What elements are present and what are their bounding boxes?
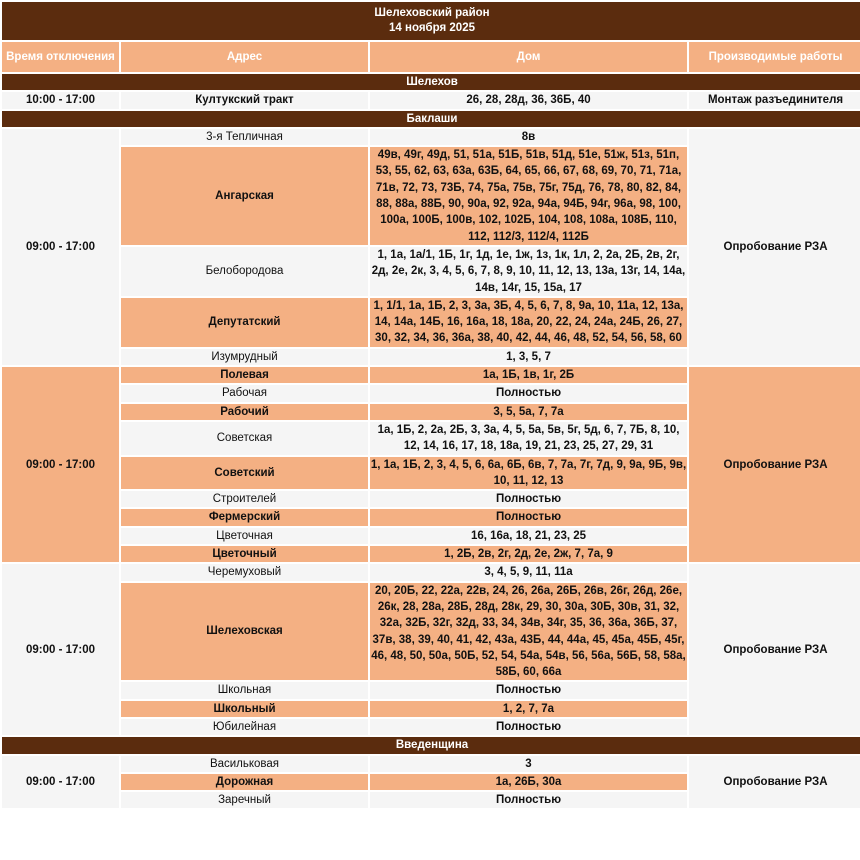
house-cell: 16, 16а, 18, 21, 23, 25 [370, 528, 687, 544]
street-cell: Цветочный [121, 546, 368, 562]
house-cell: 49в, 49г, 49д, 51, 51а, 51Б, 51в, 51д, 51е, 51ж, 51з, 51п, 53, 55, 62, 63, 63а, 63Б, 64, 65, 66, 67, 68, 69, 70, 71, 71а, 71в, 72, 73, 73Б, 74, 75а, 75в, 75г, 75д, 76, 78, 80, 82, 84, 88, 88а, 88Б, 90, 90а, 92, 92а, 94а, 94Б, 94г, 96а, 98, 100, 100а, 100Б, 100в, 102, 102Б, 104, 108, 108а, 108Б, 110, 112, 112/3, 112/4, 112Б [370, 147, 687, 245]
street-cell: 3-я Тепличная [121, 129, 368, 145]
house-cell: 20, 20Б, 22, 22а, 22в, 24, 26, 26а, 26Б, 26в, 26г, 26д, 26е, 26к, 28, 28а, 28Б, 28д, 28к, 29, 30, 30а, 30Б, 30в, 31, 32, 32а, 32Б, 32г, 32д, 33, 34, 34в, 34г, 35, 36, 36а, 36Б, 37, 37в, 38, 39, 40, 41, 42, 43а, 43Б, 44, 44а, 45, 45а, 45Б, 45г, 46, 48, 50, 50а, 50Б, 52, 54, 54а, 54в, 56, 56а, 56Б, 58, 58а, 58Б, 60, 66а [370, 583, 687, 681]
street-cell: Ангарская [121, 147, 368, 245]
table-title [2, 2, 860, 40]
street-cell: Цветочная [121, 528, 368, 544]
time-cell: 09:00 - 17:00 [2, 756, 119, 809]
time-cell: 09:00 - 17:00 [2, 564, 119, 735]
house-cell: 1, 2Б, 2в, 2г, 2д, 2е, 2ж, 7, 7а, 9 [370, 546, 687, 562]
table-row [2, 564, 860, 580]
header-time: Время отключения [2, 42, 119, 72]
table-row [2, 367, 860, 383]
section-row [2, 74, 860, 90]
house-cell: 3, 4, 5, 9, 11, 11а [370, 564, 687, 580]
street-cell: Васильковая [121, 756, 368, 772]
section-row [2, 737, 860, 753]
house-cell: Полностью [370, 509, 687, 525]
house-cell: 1, 3, 5, 7 [370, 349, 687, 365]
street-cell: Рабочий [121, 404, 368, 420]
house-cell: 1, 1а, 1а/1, 1Б, 1г, 1д, 1е, 1ж, 1з, 1к, 1л, 2, 2а, 2Б, 2в, 2г, 2д, 2е, 2к, 3, 4, 5, 6, 7, 8, 9, 10, 11, 12, 13, 13а, 13г, 14, 14а, 14в, 14г, 15, 15а, 17 [370, 247, 687, 296]
street-cell: Заречный [121, 792, 368, 808]
column-headers [2, 42, 860, 72]
street-cell: Черемуховый [121, 564, 368, 580]
house-cell: 1, 1а, 1Б, 2, 3, 4, 5, 6, 6а, 6Б, 6в, 7, 7а, 7г, 7д, 9, 9а, 9Б, 9в, 10, 11, 12, 13 [370, 457, 687, 490]
house-cell: 3 [370, 756, 687, 772]
street-cell: Изумрудный [121, 349, 368, 365]
house-cell: 3, 5, 5а, 7, 7а [370, 404, 687, 420]
house-cell: 8в [370, 129, 687, 145]
house-cell: 1а, 1Б, 1в, 1г, 2Б [370, 367, 687, 383]
date: 14 ноября 2025 [389, 22, 475, 34]
work-cell: Опробование РЗА [689, 129, 860, 365]
street-cell: Белобородова [121, 247, 368, 296]
house-cell: Полностью [370, 792, 687, 808]
work-cell: Опробование РЗА [689, 564, 860, 735]
street-cell: Школьный [121, 701, 368, 717]
work-cell: Опробование РЗА [689, 756, 860, 809]
street-cell: Депутатский [121, 298, 368, 347]
section-title-shelekhov: Шелехов [2, 74, 860, 90]
street-cell: Шелеховская [121, 583, 368, 681]
district-name: Шелеховский район [374, 7, 490, 19]
header-works: Производимые работы [689, 42, 860, 72]
house-cell: Полностью [370, 719, 687, 735]
table-row [2, 92, 860, 108]
header-house: Дом [370, 42, 687, 72]
time-cell: 09:00 - 17:00 [2, 129, 119, 365]
street-cell: Советская [121, 422, 368, 455]
street-cell: Школьная [121, 682, 368, 698]
street-cell: Полевая [121, 367, 368, 383]
house-cell: 1, 2, 7, 7а [370, 701, 687, 717]
house-cell: Полностью [370, 682, 687, 698]
house-cell: Полностью [370, 385, 687, 401]
work-cell: Монтаж разъединителя [689, 92, 860, 108]
section-row [2, 111, 860, 127]
street-cell: Култукский тракт [121, 92, 368, 108]
title-row [2, 2, 860, 40]
street-cell: Рабочая [121, 385, 368, 401]
table-row [2, 756, 860, 772]
street-cell: Строителей [121, 491, 368, 507]
header-address: Адрес [121, 42, 368, 72]
section-title-baklashi: Баклаши [2, 111, 860, 127]
street-cell: Фермерский [121, 509, 368, 525]
street-cell: Советский [121, 457, 368, 490]
house-cell: 26, 28, 28д, 36, 36Б, 40 [370, 92, 687, 108]
table-row [2, 129, 860, 145]
time-cell: 10:00 - 17:00 [2, 92, 119, 108]
section-title-vvedenshchina: Введенщина [2, 737, 860, 753]
house-cell: 1, 1/1, 1а, 1Б, 2, 3, 3а, 3Б, 4, 5, 6, 7, 8, 9а, 10, 11а, 12, 13а, 14, 14а, 14Б, 16, 16а, 18, 18а, 20, 22, 24, 24а, 24Б, 26, 27, 30, 32, 34, 36, 36а, 38, 40, 42, 44, 46, 48, 52, 54, 56, 58, 60 [370, 298, 687, 347]
house-cell: Полностью [370, 491, 687, 507]
house-cell: 1а, 26Б, 30а [370, 774, 687, 790]
street-cell: Юбилейная [121, 719, 368, 735]
house-cell: 1а, 1Б, 2, 2а, 2Б, 3, 3а, 4, 5, 5а, 5в, 5г, 5д, 6, 7, 7Б, 8, 10, 12, 14, 16, 17, 18, 18а, 19, 21, 23, 25, 27, 29, 31 [370, 422, 687, 455]
street-cell: Дорожная [121, 774, 368, 790]
work-cell: Опробование РЗА [689, 367, 860, 562]
time-cell: 09:00 - 17:00 [2, 367, 119, 562]
